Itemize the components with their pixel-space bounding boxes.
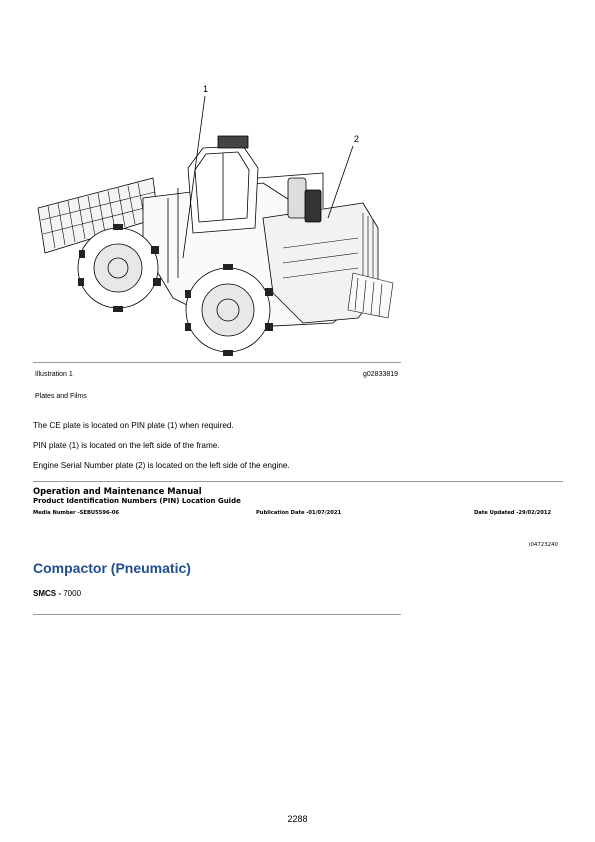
doc-id: i04723240 (529, 542, 558, 548)
manual-subtitle: Product Identification Numbers (PIN) Location Guide (33, 497, 241, 505)
media-number: Media Number -SEBU5596-06 (33, 510, 119, 516)
graphic-id: g02833819 (363, 371, 399, 378)
body-line-1: The CE plate is located on PIN plate (1) when required. (33, 421, 234, 430)
header-rule (33, 481, 563, 482)
compactor-illustration (33, 78, 401, 360)
smcs-line (33, 589, 81, 598)
caption-rule (33, 362, 401, 363)
publication-date: Publication Date -01/07/2021 (256, 510, 342, 516)
page-number: 2288 (287, 814, 308, 824)
section-title: Compactor (Pneumatic) (33, 560, 191, 576)
illustration-caption: Illustration 1 (35, 371, 73, 378)
section-rule (33, 614, 401, 615)
smcs-value: 7000 (63, 589, 82, 598)
callout-2: 2 (354, 134, 360, 144)
body-line-2: PIN plate (1) is located on the left side of the frame. (33, 441, 220, 450)
smcs-label: SMCS - (33, 589, 64, 598)
body-line-3: Engine Serial Number plate (2) is located on the left side of the engine. (33, 461, 290, 470)
date-updated: Date Updated -29/02/2012 (474, 510, 552, 516)
callout-1: 1 (203, 84, 209, 94)
illustration-subcaption: Plates and Films (35, 393, 87, 400)
manual-title: Operation and Maintenance Manual (33, 486, 202, 496)
